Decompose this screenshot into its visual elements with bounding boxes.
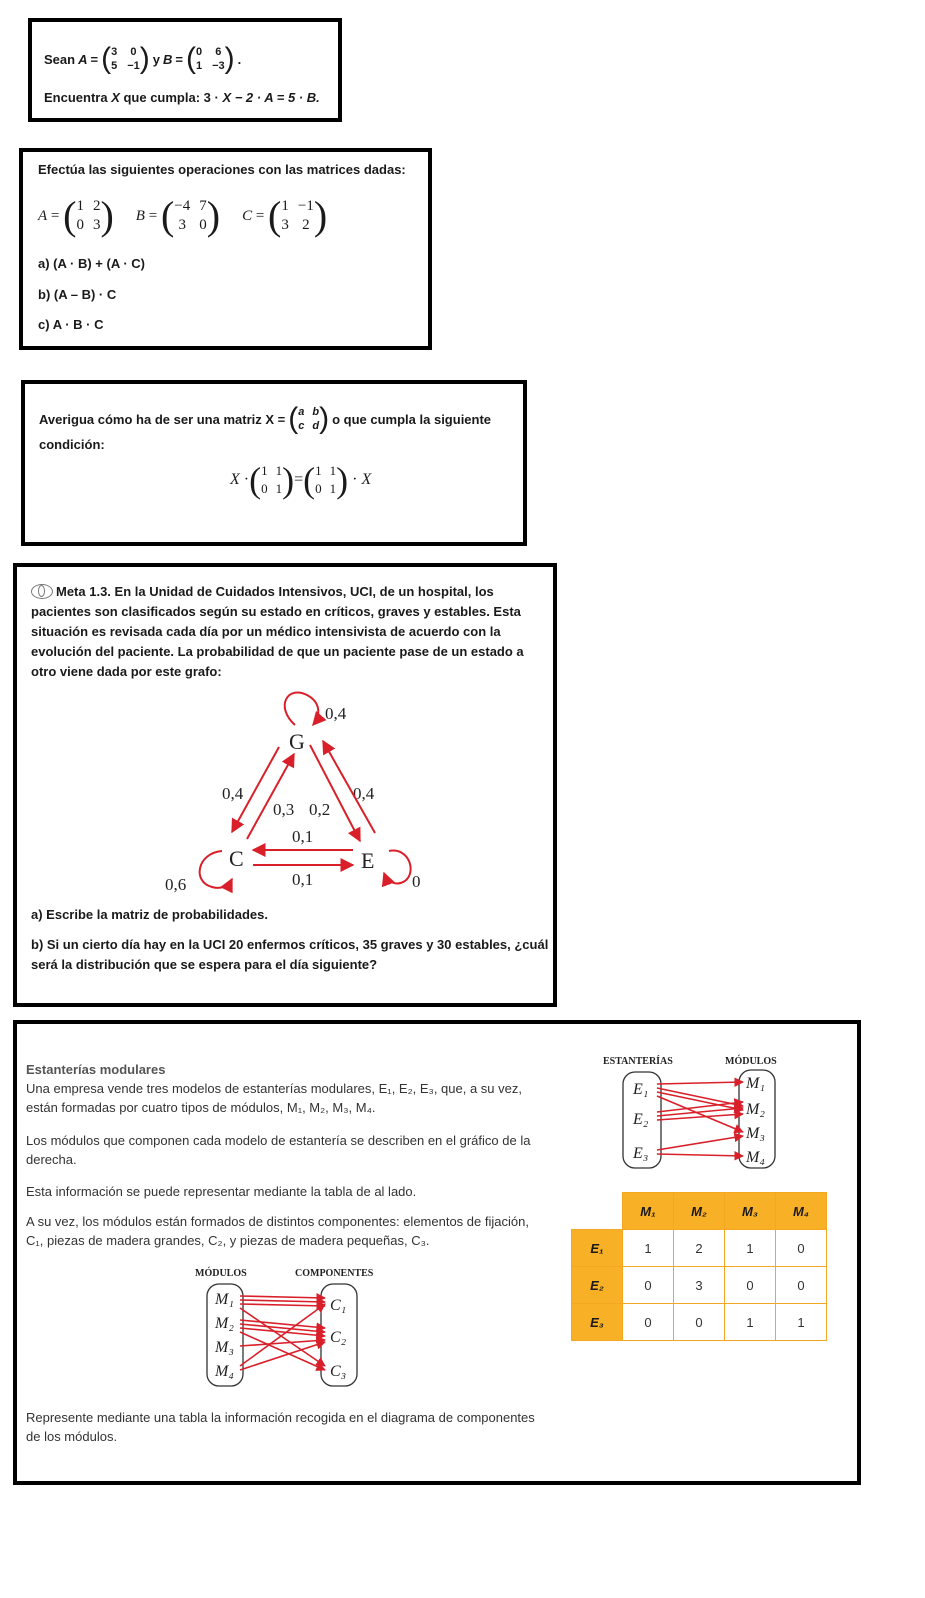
svg-text:E₁: E₁ [633,1081,649,1098]
svg-text:M₂: M₂ [746,1101,765,1118]
svg-text:C₃: C₃ [330,1363,347,1380]
ex3-line1: Averigua cómo ha de ser una matriz X = ( a b c d ) o que cumpla la siguiente [39,402,492,435]
ex2-option-c: c) A · B · C [38,317,104,332]
ex2-option-a: a) (A · B) + (A · C) [38,256,145,271]
d1-right-title: MÓDULOS [725,1056,777,1067]
label-gg: 0,4 [325,704,347,723]
label-gc: 0,4 [222,784,244,803]
ex2-heading: Efectúa las siguientes operaciones con las matrices dadas: [38,162,406,177]
svg-text:E₂: E₂ [633,1111,649,1128]
ex4-paragraph: Meta 1.3. En la Unidad de Cuidados Intensivos, UCI, de un hospital, los pacientes son clasificados según su estado en críticos, graves y estables. Esta situación es revisada cada día por un médico intensivista de acuerdo con la evolución del paciente. La probabilidad de que un paciente pase de un estado a otro viene dada por este grafo: [31,584,524,679]
ex2-matrix-a: ( 1 2 0 3 ) [63,193,114,238]
ex1-definition: Sean A = ( 3 0 5 −1 ) y B = ( 0 6 1 −3 ) . [44,42,242,75]
table-row: E₃ 0 0 1 1 [572,1304,827,1341]
col-m1: M₁ [623,1193,674,1230]
matrix-a-name: A [78,51,88,67]
node-c: C [229,846,244,871]
node-g: G [289,729,305,754]
arrow-cc [200,851,232,888]
matrix-b-name: B [162,51,173,67]
ex3-equation: X · ( 1 1 0 1 ) = ( 1 1 0 1 ) · X [230,460,372,500]
ex1-instruction: Encuentra X que cumpla: 3 · X − 2 · A = 5 · B. [44,90,320,105]
svg-text:M₃: M₃ [746,1125,765,1142]
label-ce: 0,1 [292,870,314,889]
diagram-estanterias-modulos [603,1055,777,1168]
svg-text:C₂: C₂ [330,1329,347,1346]
svg-text:M₁: M₁ [746,1075,765,1092]
svg-text:E₃: E₃ [633,1145,649,1162]
y-label: y [152,51,160,67]
svg-text:M₂: M₂ [215,1315,234,1332]
arrow-cg [247,754,294,839]
arrow-ee [384,851,411,884]
ex3-matrix-x: ( a b c d ) [288,402,330,435]
matrix-a: ( 3 0 5 −1 ) [101,42,150,75]
ex5-title: Estanterías modulares [26,1062,166,1077]
sean-label: Sean [44,51,76,67]
label-ge: 0,4 [353,784,375,803]
modules-table [571,1192,827,1341]
ex2-matrix-b: ( −4 7 3 0 ) [160,193,221,238]
svg-text:C₁: C₁ [330,1297,347,1314]
svg-text:M₄: M₄ [215,1363,234,1380]
col-m3: M₃ [725,1193,776,1230]
ex5-p4: A su vez, los módulos están formados de distintos componentes: elementos de fijación, C₁, piezas de madera grandes, C₂, y piezas de madera pequeñas, C₃. [26,1214,529,1248]
ex4-question-b: b) Si un cierto día hay en la UCI 20 enfermos críticos, 35 graves y 30 estables, ¿cuál será la distribución que se espera para el día siguiente? [31,937,549,972]
ex3-line2: condición: [39,437,105,452]
ex4-question-a: a) Escribe la matriz de probabilidades. [31,907,268,922]
ex5-p1: Una empresa vende tres modelos de estanterías modulares, E₁, E₂, E₃, que, a su vez, están formadas por cuatro tipos de módulos, M₁, M₂, M₃, M₄. [26,1081,522,1115]
exercise-1-box [28,18,342,122]
ex5-p2: Los módulos que componen cada modelo de estantería se describen en el gráfico de la derecha. [26,1133,531,1167]
node-e: E [361,848,375,873]
exercise-4-box [13,563,557,1007]
ex5-p3: Esta información se puede representar mediante la tabla de al lado. [26,1184,417,1199]
label-eg: 0,2 [309,800,331,819]
diagram-modulos-componentes [195,1267,374,1386]
d2-right-title: COMPONENTES [295,1268,374,1279]
d2-left-title: MÓDULOS [195,1268,247,1279]
label-cg: 0,3 [273,800,295,819]
ex2-matrices: A = ( 1 2 0 3 ) B = ( −4 7 3 0 ) C = ( 1 −1 3 2 ) [38,193,328,238]
col-m4: M₄ [776,1193,827,1230]
label-ee: 0 [412,872,421,891]
svg-text:M₃: M₃ [215,1339,234,1356]
exercise-3-box [21,380,527,546]
svg-text:M₁: M₁ [215,1291,234,1308]
svg-text:M₄: M₄ [746,1149,765,1166]
exercise-5-box [13,1020,861,1485]
table-row: E₂ 0 3 0 0 [572,1267,827,1304]
d1-left-title: ESTANTERÍAS [603,1056,673,1067]
label-ec: 0,1 [292,827,314,846]
exercise-2-box [19,148,432,350]
ex2-matrix-c: ( 1 −1 3 2 ) [268,193,328,238]
arrow-gg [285,692,319,725]
ex5-p5: Represente mediante una tabla la información recogida en el diagrama de componentes de los módulos. [26,1410,535,1444]
table-row: E₁ 1 2 1 0 [572,1230,827,1267]
ex2-option-b: b) (A – B) · C [38,287,117,302]
col-m2: M₂ [674,1193,725,1230]
label-cc: 0,6 [165,875,187,894]
matrix-b: ( 0 6 1 −3 ) [185,42,235,75]
